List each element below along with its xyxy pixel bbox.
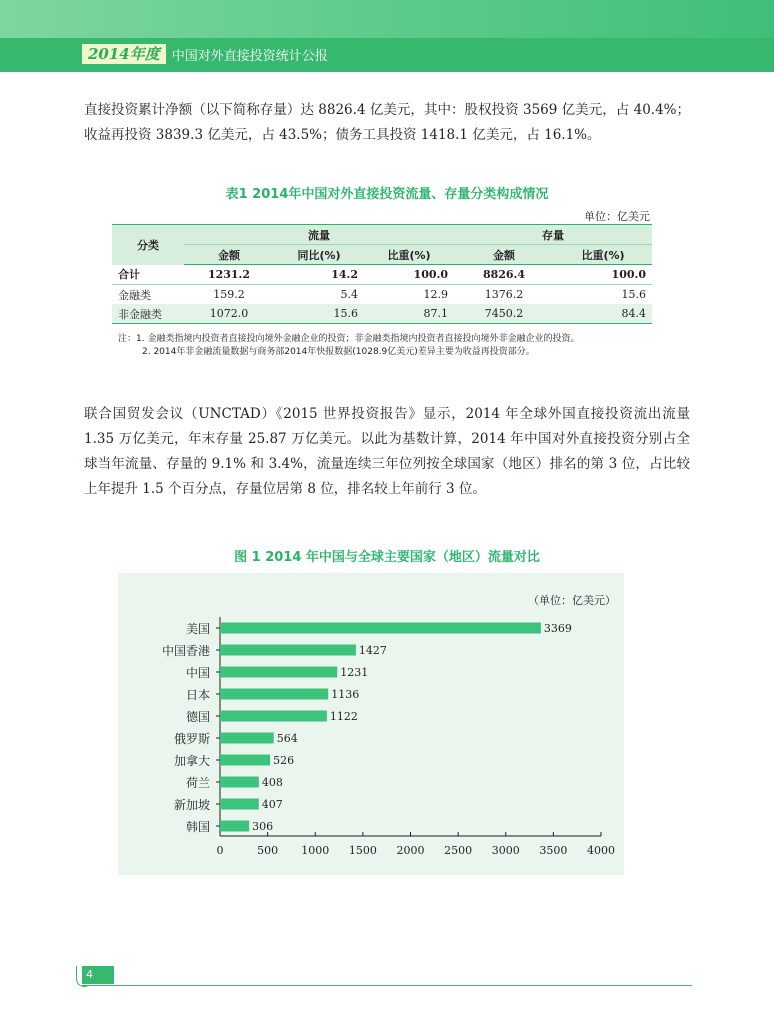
row-label: 金融类: [118, 288, 151, 302]
cell-flow-amount: 1072.0: [184, 304, 274, 324]
bar-3: [220, 689, 328, 700]
paragraph-stock-composition: 直接投资累计净额（以下简称存量）达 8826.4 亿美元，其中：股权投资 3569 亿美元，占 40.4%；收益再投资 3839.3 亿美元，占 43.5%；债务工具投资 1418.1 亿美元，占 16.1%。: [84, 102, 690, 143]
subheader-stock-amount: 金额: [454, 245, 554, 265]
bar-0: [220, 623, 541, 634]
category-label: 美国: [185, 622, 210, 636]
page-number: 4: [82, 966, 114, 984]
table-caption: 表1 2014年中国对外直接投资流量、存量分类构成情况: [225, 187, 549, 202]
cell-stock-share: 15.6: [621, 288, 646, 301]
x-tick-label: 4000: [587, 844, 615, 857]
category-label: 俄罗斯: [173, 732, 210, 746]
cell-stock-share: 100.0: [554, 265, 652, 285]
value-label: 564: [276, 732, 298, 745]
value-label: 408: [261, 776, 283, 789]
x-tick-label: 2000: [396, 844, 425, 857]
subheader-stock-share: 比重(%): [554, 245, 652, 265]
footer-rule: [82, 985, 692, 986]
bar-7: [220, 777, 259, 788]
cell-flow-yoy: 5.4: [340, 288, 358, 301]
row-label: 非金融类: [112, 304, 184, 324]
header-title: 中国对外直接投资统计公报: [171, 48, 328, 64]
cell-flow-yoy: 14.2: [274, 265, 364, 285]
x-tick-label: 500: [257, 844, 279, 857]
cell-flow-amount: 1231.2: [184, 265, 274, 285]
cell-flow-share: 100.0: [364, 265, 454, 285]
cell-stock-amount: 8826.4: [454, 265, 554, 285]
value-label: 1231: [340, 666, 369, 679]
cell-stock-amount: 1376.2: [484, 288, 524, 301]
category-label: 日本: [185, 688, 210, 702]
bar-9: [220, 821, 249, 832]
bar-5: [220, 733, 274, 744]
bar-1: [220, 645, 356, 656]
subheader-flow-yoy: 同比(%): [274, 245, 364, 265]
value-label: 1136: [331, 688, 360, 701]
x-tick-label: 1000: [301, 844, 330, 857]
x-tick-label: 0: [216, 844, 224, 857]
row-label: 合计: [112, 265, 184, 285]
cell-flow-share: 12.9: [423, 288, 448, 301]
category-label: 韩国: [185, 820, 210, 834]
category-label: 荷兰: [185, 776, 210, 790]
bar-2: [220, 667, 337, 678]
cell-stock-share: 84.4: [554, 304, 652, 324]
bar-6: [220, 755, 270, 766]
subheader-flow-share: 比重(%): [364, 245, 454, 265]
table-note-2: 2. 2014年非金融流量数据与商务部2014年快报数据(1028.9亿美元)差异主要为收益再投资部分。: [142, 347, 535, 357]
chart-unit: （单位：亿美元）: [528, 594, 616, 607]
header-year: 2014年度: [82, 44, 166, 64]
category-label: 中国: [185, 666, 210, 680]
value-label: 1122: [329, 710, 358, 723]
cell-flow-amount: 159.2: [213, 288, 245, 301]
value-label: 1427: [358, 644, 387, 657]
value-label: 526: [273, 754, 295, 767]
header-flow: 流量: [184, 225, 454, 245]
table-note-1: 注：1. 金融类指境内投资者直接投向境外金融企业的投资；非金融类指境内投资者直接投向境外非金融企业的投资。: [118, 334, 580, 344]
x-tick-label: 3500: [539, 844, 568, 857]
x-tick-label: 2500: [444, 844, 473, 857]
bar-4: [220, 711, 327, 722]
cell-flow-share: 87.1: [364, 304, 454, 324]
value-label: 306: [252, 820, 274, 833]
subheader-flow-amount: 金额: [184, 245, 274, 265]
value-label: 407: [261, 798, 283, 811]
category-label: 中国香港: [161, 644, 210, 658]
table-unit: 单位：亿美元: [584, 210, 650, 223]
bar-8: [220, 799, 259, 810]
category-label: 加拿大: [173, 754, 210, 768]
value-label: 3369: [543, 622, 572, 635]
x-tick-label: 1500: [348, 844, 377, 857]
cell-flow-yoy: 15.6: [274, 304, 364, 324]
x-tick-label: 3000: [491, 844, 520, 857]
paragraph-unctad: 联合国贸发会议（UNCTAD）《2015 世界投资报告》显示，2014 年全球外国直接投资流出流量 1.35 万亿美元，年末存量 25.87 万亿美元。以此为基数计算，2014 年中国对外直接投资分别占全球当年流量、存量的 9.1% 和 3.4%，流量连续三年位列按全球国家（地区）排名的第 3 位，占比较上年提升 1.5 个百分点，存量位居第 8 位，排名较上年前行 3 位。: [84, 406, 690, 497]
chart-caption: 图 1 2014 年中国与全球主要国家（地区）流量对比: [234, 550, 540, 565]
header-category: 分类: [112, 225, 184, 265]
category-label: 德国: [185, 710, 210, 724]
cell-stock-amount: 7450.2: [454, 304, 554, 324]
category-label: 新加坡: [173, 798, 210, 812]
header-stock: 存量: [454, 225, 652, 245]
